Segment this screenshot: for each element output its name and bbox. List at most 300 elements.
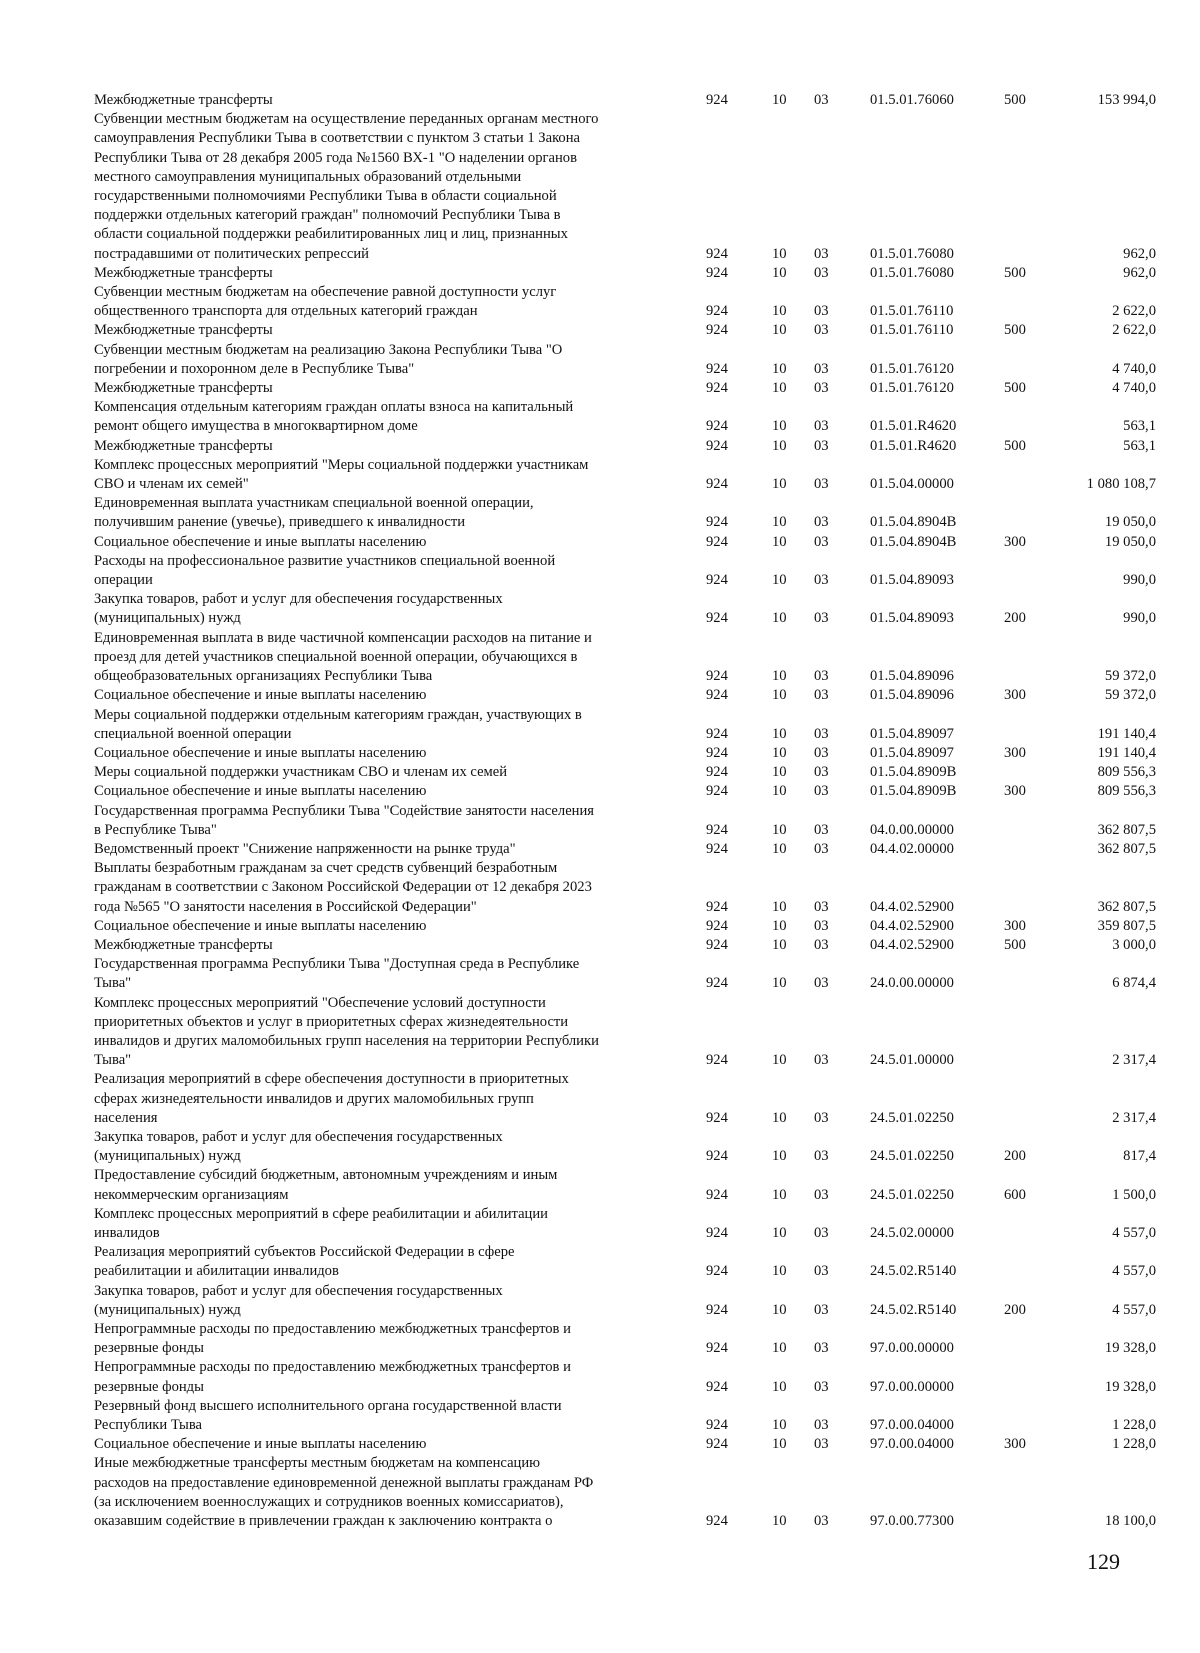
target-article-code-cell: 24.5.02.R5140 (870, 1263, 957, 1280)
row-description (94, 686, 666, 705)
target-article-code-cell: 01.5.04.89097 (870, 744, 954, 761)
description-line: Реализация мероприятий в сфере обеспечения доступности в приоритетных (94, 1071, 569, 1088)
row-description (94, 1128, 666, 1166)
subsection-code-cell: 03 (814, 783, 829, 800)
amount-cell: 1 228,0 (1112, 1436, 1156, 1453)
amount-cell: 4 740,0 (1112, 380, 1156, 397)
ministry-code-cell: 924 (706, 1340, 728, 1357)
description-line: расходов на предоставление единовременной денежной выплаты гражданам РФ (94, 1474, 594, 1491)
expense-type-code-cell: 300 (1004, 533, 1026, 550)
target-article-code-cell: 01.5.04.89096 (870, 668, 954, 685)
description-line: Меры социальной поддержки участникам СВО и членам их семей (94, 764, 508, 781)
table-row (94, 802, 1156, 840)
section-code-cell: 10 (772, 1436, 787, 1453)
amount-cell: 59 372,0 (1104, 668, 1156, 685)
description-line: Государственная программа Республики Тыва "Доступная среда в Республике (94, 956, 580, 973)
amount-cell: 962,0 (1123, 264, 1156, 281)
row-description (94, 763, 666, 782)
description-line: Социальное обеспечение и иные выплаты населению (94, 744, 427, 761)
target-article-code-cell: 24.5.01.02250 (870, 1109, 954, 1126)
expense-type-code-cell: 300 (1004, 783, 1026, 800)
description-line: Предоставление субсидий бюджетным, автономным учреждениям и иным (94, 1167, 558, 1184)
amount-cell: 990,0 (1123, 572, 1156, 589)
description-line: Межбюджетные трансферты (94, 264, 273, 281)
ministry-code-cell: 924 (706, 821, 728, 838)
table-row (94, 283, 1156, 321)
subsection-code-cell: 03 (814, 1224, 829, 1241)
description-line: Социальное обеспечение и иные выплаты населению (94, 533, 427, 550)
ministry-code-cell: 924 (706, 476, 728, 493)
subsection-code-cell: 03 (814, 725, 829, 742)
description-line: Единовременная выплата участникам специальной военной операции, (94, 495, 534, 512)
subsection-code-cell: 03 (814, 418, 829, 435)
amount-cell: 2 317,4 (1112, 1052, 1156, 1069)
section-code-cell: 10 (772, 418, 787, 435)
target-article-code-cell: 01.5.04.89093 (870, 572, 954, 589)
target-article-code-cell: 04.4.02.00000 (870, 840, 954, 857)
description-line: Государственная программа Республики Тыва "Содействие занятости населения (94, 802, 595, 819)
table-row (94, 859, 1156, 917)
description-line: Комплекс процессных мероприятий "Обеспечение условий доступности (94, 994, 546, 1011)
description-line: самоуправления Республики Тыва в соответствии с пунктом 3 статьи 1 Закона (94, 130, 581, 147)
subsection-code-cell: 03 (814, 264, 829, 281)
description-line: Межбюджетные трансферты (94, 437, 273, 454)
target-article-code-cell: 24.5.01.02250 (870, 1186, 954, 1203)
expense-type-code-cell: 500 (1004, 264, 1026, 281)
table-row (94, 994, 1156, 1071)
ministry-code-cell: 924 (706, 1513, 728, 1530)
description-line: некоммерческим организациям (94, 1186, 289, 1203)
amount-cell: 362 807,5 (1097, 898, 1156, 915)
section-code-cell: 10 (772, 572, 787, 589)
section-code-cell: 10 (772, 1417, 787, 1434)
description-line: Социальное обеспечение и иные выплаты населению (94, 1436, 427, 1453)
target-article-code-cell: 01.5.01.76110 (870, 322, 954, 339)
target-article-code-cell: 04.0.00.00000 (870, 821, 954, 838)
description-line: населения (94, 1109, 158, 1126)
amount-cell: 362 807,5 (1097, 840, 1156, 857)
row-description (94, 590, 666, 628)
subsection-code-cell: 03 (814, 437, 829, 454)
expense-type-code-cell: 300 (1004, 917, 1026, 934)
table-row (94, 1243, 1156, 1281)
target-article-code-cell: 01.5.04.8909B (870, 783, 957, 800)
description-line: Социальное обеспечение и иные выплаты населению (94, 917, 427, 934)
section-code-cell: 10 (772, 476, 787, 493)
table-row (94, 590, 1156, 628)
subsection-code-cell: 03 (814, 1301, 829, 1318)
section-code-cell: 10 (772, 1052, 787, 1069)
description-line: Социальное обеспечение и иные выплаты населению (94, 783, 427, 800)
description-line: в Республике Тыва" (94, 821, 217, 838)
section-code-cell: 10 (772, 840, 787, 857)
section-code-cell: 10 (772, 610, 787, 627)
section-code-cell: 10 (772, 1340, 787, 1357)
ministry-code-cell: 924 (706, 610, 728, 627)
description-line: Закупка товаров, работ и услуг для обеспечения государственных (94, 1128, 503, 1145)
section-code-cell: 10 (772, 322, 787, 339)
description-line: (муниципальных) нужд (94, 1301, 241, 1318)
expense-type-code-cell: 500 (1004, 437, 1026, 454)
amount-cell: 962,0 (1123, 245, 1156, 262)
section-code-cell: 10 (772, 1148, 787, 1165)
table-row (94, 110, 1156, 264)
subsection-code-cell: 03 (814, 92, 829, 108)
section-code-cell: 10 (772, 533, 787, 550)
row-description (94, 110, 666, 264)
row-description (94, 379, 666, 398)
target-article-code-cell: 01.5.01.76120 (870, 380, 954, 397)
target-article-code-cell: 24.5.02.00000 (870, 1224, 954, 1241)
subsection-code-cell: 03 (814, 514, 829, 531)
description-line: реабилитации и абилитации инвалидов (94, 1263, 339, 1280)
section-code-cell: 10 (772, 360, 787, 377)
description-line: проезд для детей участников специальной военной операции, обучающихся в (94, 648, 578, 665)
description-line: области социальной поддержки реабилитированных лиц и лиц, признанных (94, 226, 568, 243)
description-line: Непрограммные расходы по предоставлению межбюджетных трансфертов и (94, 1359, 571, 1376)
ministry-code-cell: 924 (706, 687, 728, 704)
row-description (94, 782, 666, 801)
ministry-code-cell: 924 (706, 303, 728, 320)
description-line: года №565 "О занятости населения в Российской Федерации" (94, 898, 477, 915)
description-line: сферах жизнедеятельности инвалидов и других маломобильных групп (94, 1090, 534, 1107)
ministry-code-cell: 924 (706, 1186, 728, 1203)
description-line: специальной военной операции (94, 725, 292, 742)
table-row (94, 629, 1156, 687)
row-description (94, 706, 666, 744)
amount-cell: 4 557,0 (1112, 1301, 1156, 1318)
section-code-cell: 10 (772, 1109, 787, 1126)
description-line: пострадавшими от политических репрессий (94, 245, 369, 262)
row-description (94, 1070, 666, 1128)
subsection-code-cell: 03 (814, 322, 829, 339)
subsection-code-cell: 03 (814, 898, 829, 915)
description-line: СВО и членам их семей" (94, 476, 249, 493)
row-description (94, 802, 666, 840)
subsection-code-cell: 03 (814, 572, 829, 589)
target-article-code-cell: 04.4.02.52900 (870, 898, 954, 915)
amount-cell: 153 994,0 (1097, 92, 1156, 108)
row-description (94, 456, 666, 494)
amount-cell: 19 328,0 (1104, 1378, 1156, 1395)
table-row (94, 1397, 1156, 1435)
subsection-code-cell: 03 (814, 533, 829, 550)
ministry-code-cell: 924 (706, 380, 728, 397)
section-code-cell: 10 (772, 92, 787, 108)
table-row (94, 1282, 1156, 1320)
target-article-code-cell: 97.0.00.00000 (870, 1378, 954, 1395)
row-description (94, 1358, 666, 1396)
description-line: операции (94, 572, 153, 589)
expense-type-code-cell: 200 (1004, 610, 1026, 627)
amount-cell: 191 140,4 (1097, 725, 1156, 742)
row-description (94, 955, 666, 993)
table-row (94, 744, 1156, 763)
row-description (94, 1205, 666, 1243)
description-line: Межбюджетные трансферты (94, 92, 273, 108)
section-code-cell: 10 (772, 687, 787, 704)
amount-cell: 563,1 (1123, 437, 1156, 454)
amount-cell: 4 557,0 (1112, 1224, 1156, 1241)
section-code-cell: 10 (772, 303, 787, 320)
amount-cell: 817,4 (1123, 1148, 1156, 1165)
description-line: общеобразовательных организациях Республики Тыва (94, 668, 433, 685)
description-line: инвалидов (94, 1224, 160, 1241)
table-row (94, 1128, 1156, 1166)
table-row (94, 955, 1156, 993)
ministry-code-cell: 924 (706, 840, 728, 857)
description-line: Комплекс процессных мероприятий "Меры социальной поддержки участникам (94, 456, 589, 473)
description-line: Резервный фонд высшего исполнительного органа государственной власти (94, 1397, 562, 1414)
amount-cell: 809 556,3 (1097, 764, 1156, 781)
description-line: государственными полномочиями Республики Тыва в области социальной (94, 188, 557, 205)
description-line: Иные межбюджетные трансферты местным бюджетам на компенсацию (94, 1455, 541, 1472)
description-line: ремонт общего имущества в многоквартирном доме (94, 418, 418, 435)
ministry-code-cell: 924 (706, 1109, 728, 1126)
row-description (94, 1282, 666, 1320)
description-line: Единовременная выплата в виде частичной компенсации расходов на питание и (94, 629, 592, 646)
subsection-code-cell: 03 (814, 975, 829, 992)
row-description (94, 917, 666, 936)
subsection-code-cell: 03 (814, 840, 829, 857)
amount-cell: 563,1 (1123, 418, 1156, 435)
ministry-code-cell: 924 (706, 917, 728, 934)
table-row (94, 379, 1156, 398)
section-code-cell: 10 (772, 936, 787, 953)
target-article-code-cell: 01.5.01.76120 (870, 360, 954, 377)
ministry-code-cell: 924 (706, 1224, 728, 1241)
row-description (94, 398, 666, 436)
section-code-cell: 10 (772, 1186, 787, 1203)
amount-cell: 18 100,0 (1104, 1513, 1156, 1530)
amount-cell: 1 080 108,7 (1086, 476, 1156, 493)
section-code-cell: 10 (772, 917, 787, 934)
description-line: Межбюджетные трансферты (94, 322, 273, 339)
subsection-code-cell: 03 (814, 1436, 829, 1453)
row-description (94, 437, 666, 456)
target-article-code-cell: 01.5.04.8904B (870, 533, 957, 550)
expense-type-code-cell: 500 (1004, 936, 1026, 953)
amount-cell: 4 740,0 (1112, 360, 1156, 377)
target-article-code-cell: 04.4.02.52900 (870, 917, 954, 934)
description-line: инвалидов и других маломобильных групп населения на территории Республики (94, 1032, 599, 1049)
description-line: Межбюджетные трансферты (94, 380, 273, 397)
ministry-code-cell: 924 (706, 1436, 728, 1453)
description-line: Субвенции местным бюджетам на осуществление переданных органам местного (94, 111, 599, 128)
row-description (94, 494, 666, 532)
table-row (94, 686, 1156, 705)
ministry-code-cell: 924 (706, 418, 728, 435)
table-row (94, 264, 1156, 283)
subsection-code-cell: 03 (814, 917, 829, 934)
amount-cell: 1 228,0 (1112, 1417, 1156, 1434)
description-line: Республики Тыва от 28 декабря 2005 года №1560 ВХ-1 "О наделении органов (94, 149, 577, 166)
row-description (94, 264, 666, 283)
amount-cell: 191 140,4 (1097, 744, 1156, 761)
target-article-code-cell: 97.0.00.04000 (870, 1417, 954, 1434)
description-line: Межбюджетные трансферты (94, 936, 273, 953)
description-line: Ведомственный проект "Снижение напряженности на рынке труда" (94, 840, 516, 857)
subsection-code-cell: 03 (814, 610, 829, 627)
description-line: поддержки отдельных категорий граждан" полномочий Республики Тыва в (94, 207, 561, 224)
amount-cell: 19 328,0 (1104, 1340, 1156, 1357)
amount-cell: 809 556,3 (1097, 783, 1156, 800)
table-row (94, 494, 1156, 532)
subsection-code-cell: 03 (814, 687, 829, 704)
section-code-cell: 10 (772, 245, 787, 262)
amount-cell: 362 807,5 (1097, 821, 1156, 838)
row-description (94, 552, 666, 590)
target-article-code-cell: 97.0.00.00000 (870, 1340, 954, 1357)
table-row (94, 840, 1156, 859)
amount-cell: 1 500,0 (1112, 1186, 1156, 1203)
section-code-cell: 10 (772, 744, 787, 761)
description-line: (муниципальных) нужд (94, 1148, 241, 1165)
ministry-code-cell: 924 (706, 514, 728, 531)
subsection-code-cell: 03 (814, 1186, 829, 1203)
subsection-code-cell: 03 (814, 1148, 829, 1165)
description-line: общественного транспорта для отдельных категорий граждан (94, 303, 478, 320)
subsection-code-cell: 03 (814, 1052, 829, 1069)
section-code-cell: 10 (772, 437, 787, 454)
table-row (94, 782, 1156, 801)
ministry-code-cell: 924 (706, 898, 728, 915)
ministry-code-cell: 924 (706, 572, 728, 589)
row-description (94, 1243, 666, 1281)
table-row (94, 706, 1156, 744)
row-description (94, 629, 666, 687)
section-code-cell: 10 (772, 1301, 787, 1318)
row-description (94, 1435, 666, 1454)
description-line: получившим ранение (увечье), приведшего к инвалидности (94, 514, 466, 531)
page-number: 129 (1087, 1549, 1120, 1574)
row-description (94, 859, 666, 917)
description-line: приоритетных объектов и услуг в приоритетных сферах жизнедеятельности (94, 1013, 569, 1030)
table-row (94, 398, 1156, 436)
subsection-code-cell: 03 (814, 245, 829, 262)
subsection-code-cell: 03 (814, 380, 829, 397)
expense-type-code-cell: 500 (1004, 92, 1026, 108)
subsection-code-cell: 03 (814, 360, 829, 377)
row-description (94, 994, 666, 1071)
ministry-code-cell: 924 (706, 764, 728, 781)
target-article-code-cell: 01.5.04.00000 (870, 476, 954, 493)
row-description (94, 1397, 666, 1435)
subsection-code-cell: 03 (814, 936, 829, 953)
subsection-code-cell: 03 (814, 1513, 829, 1530)
amount-cell: 6 874,4 (1112, 975, 1156, 992)
amount-cell: 2 317,4 (1112, 1109, 1156, 1126)
ministry-code-cell: 924 (706, 1301, 728, 1318)
subsection-code-cell: 03 (814, 821, 829, 838)
description-line: Расходы на профессиональное развитие участников специальной военной (94, 552, 556, 569)
description-line: Тыва" (94, 975, 132, 992)
row-description (94, 341, 666, 379)
table-row (94, 1454, 1156, 1531)
ministry-code-cell: 924 (706, 1378, 728, 1395)
ministry-code-cell: 924 (706, 360, 728, 377)
table-row (94, 533, 1156, 552)
section-code-cell: 10 (772, 1263, 787, 1280)
expense-type-code-cell: 500 (1004, 322, 1026, 339)
table-row (94, 1205, 1156, 1243)
table-row (94, 1166, 1156, 1204)
table-row (94, 456, 1156, 494)
ministry-code-cell: 924 (706, 1148, 728, 1165)
target-article-code-cell: 01.5.01.76060 (870, 92, 954, 108)
table-row (94, 1435, 1156, 1454)
section-code-cell: 10 (772, 668, 787, 685)
description-line: Социальное обеспечение и иные выплаты населению (94, 687, 427, 704)
target-article-code-cell: 97.0.00.77300 (870, 1513, 954, 1530)
expense-type-code-cell: 200 (1004, 1301, 1026, 1318)
expense-type-code-cell: 200 (1004, 1148, 1026, 1165)
description-line: Комплекс процессных мероприятий в сфере реабилитации и абилитации (94, 1205, 548, 1222)
ministry-code-cell: 924 (706, 92, 728, 108)
section-code-cell: 10 (772, 821, 787, 838)
table-row (94, 936, 1156, 955)
ministry-code-cell: 924 (706, 936, 728, 953)
table-row (94, 321, 1156, 340)
target-article-code-cell: 24.5.01.00000 (870, 1052, 954, 1069)
target-article-code-cell: 01.5.04.89096 (870, 687, 954, 704)
subsection-code-cell: 03 (814, 1378, 829, 1395)
subsection-code-cell: 03 (814, 303, 829, 320)
row-description (94, 533, 666, 552)
row-description (94, 1166, 666, 1204)
section-code-cell: 10 (772, 514, 787, 531)
row-description (94, 840, 666, 859)
description-line: Субвенции местным бюджетам на реализацию Закона Республики Тыва "О (94, 341, 563, 358)
expense-type-code-cell: 300 (1004, 1436, 1026, 1453)
amount-cell: 19 050,0 (1104, 514, 1156, 531)
ministry-code-cell: 924 (706, 533, 728, 550)
expense-type-code-cell: 300 (1004, 744, 1026, 761)
budget-table (94, 91, 1156, 1531)
expense-type-code-cell: 500 (1004, 380, 1026, 397)
amount-cell: 990,0 (1123, 610, 1156, 627)
description-line: гражданам в соответствии с Законом Российской Федерации от 12 декабря 2023 (94, 879, 592, 896)
ministry-code-cell: 924 (706, 1417, 728, 1434)
target-article-code-cell: 01.5.01.76080 (870, 245, 954, 262)
target-article-code-cell: 01.5.01.R4620 (870, 437, 957, 454)
section-code-cell: 10 (772, 1224, 787, 1241)
ministry-code-cell: 924 (706, 744, 728, 761)
subsection-code-cell: 03 (814, 744, 829, 761)
subsection-code-cell: 03 (814, 1109, 829, 1126)
table-row (94, 91, 1156, 110)
target-article-code-cell: 01.5.01.76080 (870, 264, 954, 281)
target-article-code-cell: 24.5.01.02250 (870, 1148, 954, 1165)
subsection-code-cell: 03 (814, 1263, 829, 1280)
section-code-cell: 10 (772, 764, 787, 781)
section-code-cell: 10 (772, 264, 787, 281)
table-row (94, 341, 1156, 379)
subsection-code-cell: 03 (814, 764, 829, 781)
section-code-cell: 10 (772, 725, 787, 742)
section-code-cell: 10 (772, 1378, 787, 1395)
amount-cell: 59 372,0 (1104, 687, 1156, 704)
amount-cell: 2 622,0 (1112, 322, 1156, 339)
table-row (94, 763, 1156, 782)
table-row (94, 437, 1156, 456)
ministry-code-cell: 924 (706, 668, 728, 685)
section-code-cell: 10 (772, 898, 787, 915)
target-article-code-cell: 97.0.00.04000 (870, 1436, 954, 1453)
description-line: оказавшим содействие в привлечении граждан к заключению контракта о (94, 1513, 553, 1530)
ministry-code-cell: 924 (706, 437, 728, 454)
amount-cell: 359 807,5 (1097, 917, 1156, 934)
